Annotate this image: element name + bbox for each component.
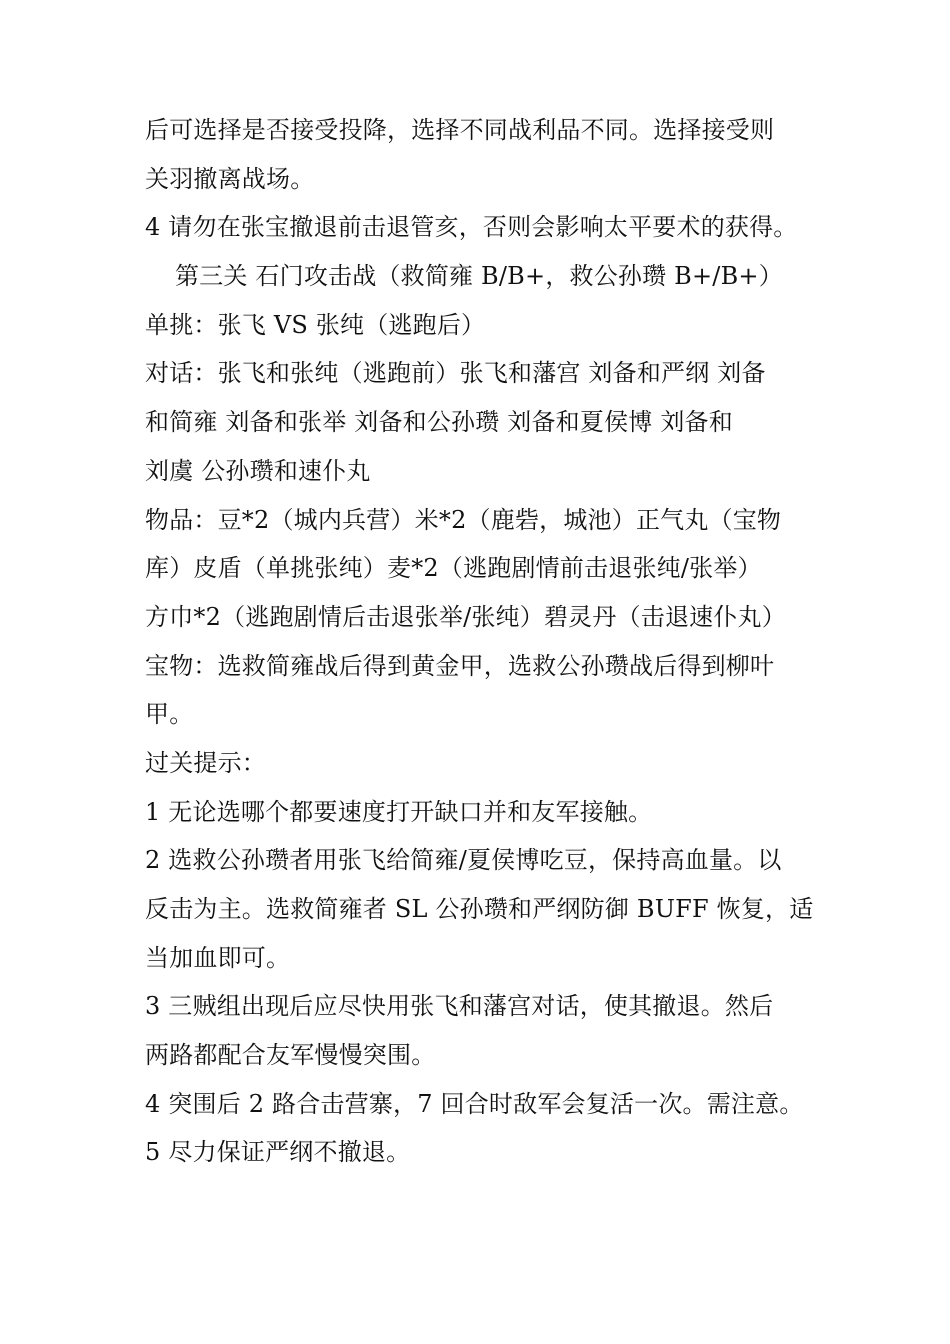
text-line-15: 1 无论选哪个都要速度打开缺口并和友军接触。 xyxy=(145,797,653,826)
text-line-10: 库）皮盾（单挑张纯）麦*2（逃跑剧情前击退张纯/张举） xyxy=(145,554,762,583)
text-line-9: 物品：豆*2（城内兵营）米*2（鹿砦，城池）正气丸（宝物 xyxy=(145,505,782,534)
text-line-1: 后可选择是否接受投降，选择不同战利品不同。选择接受则 xyxy=(145,116,775,144)
text-line-11: 方巾*2（逃跑剧情后击退张举/张纯）碧灵丹（击退速仆丸） xyxy=(145,602,786,631)
text-line-17: 反击为主。选救简雍者 SL 公孙瓒和严纲防御 BUFF 恢复，适 xyxy=(145,895,814,923)
text-line-6: 对话：张飞和张纯（逃跑前）张飞和藩宫 刘备和严纲 刘备 xyxy=(145,359,766,388)
text-line-20: 两路都配合友军慢慢突围。 xyxy=(145,1041,436,1070)
section-heading: 第三关 石门攻击战（救简雍 B/B+，救公孙瓒 B+/B+） xyxy=(175,262,783,291)
text-line-22: 5 尽力保证严纲不撤退。 xyxy=(145,1138,411,1167)
text-line-13: 甲。 xyxy=(145,700,194,729)
text-line-16: 2 选救公孙瓒者用张飞给简雍/夏侯博吃豆，保持高血量。以 xyxy=(145,846,782,875)
text-line-5: 单挑：张飞 VS 张纯（逃跑后） xyxy=(145,310,486,339)
document-page xyxy=(145,106,814,1177)
text-line-19: 3 三贼组出现后应尽快用张飞和藩宫对话，使其撤退。然后 xyxy=(145,992,774,1021)
text-line-18: 当加血即可。 xyxy=(145,943,291,972)
text-line-8: 刘虞 公孙瓒和速仆丸 xyxy=(145,456,371,485)
text-line-12: 宝物：选救简雍战后得到黄金甲，选救公孙瓒战后得到柳叶 xyxy=(145,651,775,680)
tips-heading: 过关提示： xyxy=(145,748,266,777)
text-line-7: 和简雍 刘备和张举 刘备和公孙瓒 刘备和夏侯博 刘备和 xyxy=(145,408,733,437)
text-line-2: 关羽撤离战场。 xyxy=(145,164,315,193)
text-line-3: 4 请勿在张宝撤退前击退管亥，否则会影响太平要术的获得。 xyxy=(145,213,798,242)
text-line-21: 4 突围后 2 路合击营寨，7 回合时敌军会复活一次。需注意。 xyxy=(145,1089,804,1118)
